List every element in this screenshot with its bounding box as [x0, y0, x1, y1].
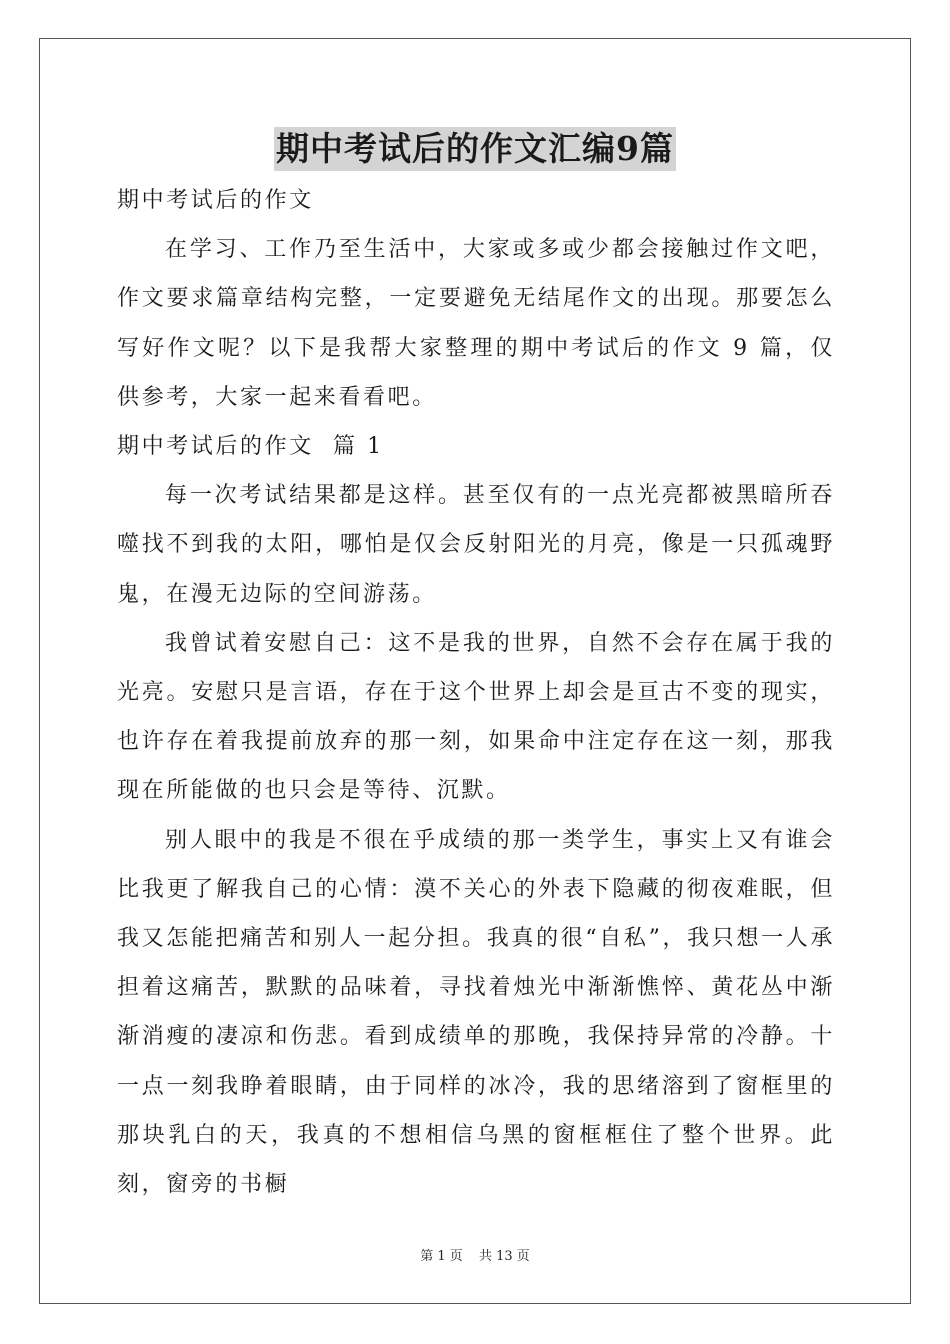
page-total: 共 13 页 [478, 1249, 530, 1264]
body-paragraph-2: 我曾试着安慰自己：这不是我的世界，自然不会存在属于我的光亮。安慰只是言语，存在于这个世界上却会是亘古不变的现实，也许存在着我提前放弃的那一刻，如果命中注定存在这一刻，那我现在所能做的也只会是等待、沉默。 [117, 630, 835, 804]
body-paragraph-3: 别人眼中的我是不很在乎成绩的那一类学生，事实上又有谁会比我更了解我自己的心情：漠不关心的外表下隐藏的彻夜难眠，但我又怎能把痛苦和别人一起分担。我真的很“自私”，我只想一人承担着这痛苦，默默的品味着，寻找着烛光中渐渐憔悴、黄花丛中渐渐消瘦的凄凉和伤悲。看到成绩单的那晚，我保持异常的冷静。十一点一刻我睁着眼睛，由于同样的冰冷，我的思绪溶到了窗框里的那块乳白的天，我真的不想相信乌黑的窗框框住了整个世界。此刻，窗旁的书橱 [117, 827, 835, 1198]
intro-paragraph: 在学习、工作乃至生活中，大家或多或少都会接触过作文吧，作文要求篇章结构完整，一定要避免无结尾作文的出现。那要怎么写好作文呢？以下是我帮大家整理的期中考试后的作文 9 篇，仅供参考，大家一起来看看吧。 [117, 237, 835, 410]
page-footer [0, 1245, 950, 1264]
section-heading: 期中考试后的作文 篇 1 [117, 434, 384, 460]
document-subtitle: 期中考试后的作文 [117, 188, 314, 213]
document-title: 期中考试后的作文汇编9篇 [274, 127, 676, 171]
title-container [0, 127, 950, 171]
document-body [117, 176, 835, 1209]
body-paragraph-1: 每一次考试结果都是这样。甚至仅有的一点光亮都被黑暗所吞噬找不到我的太阳，哪怕是仅会反射阳光的月亮，像是一只孤魂野鬼，在漫无边际的空间游荡。 [117, 483, 835, 607]
page-number: 第 1 页 [420, 1249, 463, 1264]
